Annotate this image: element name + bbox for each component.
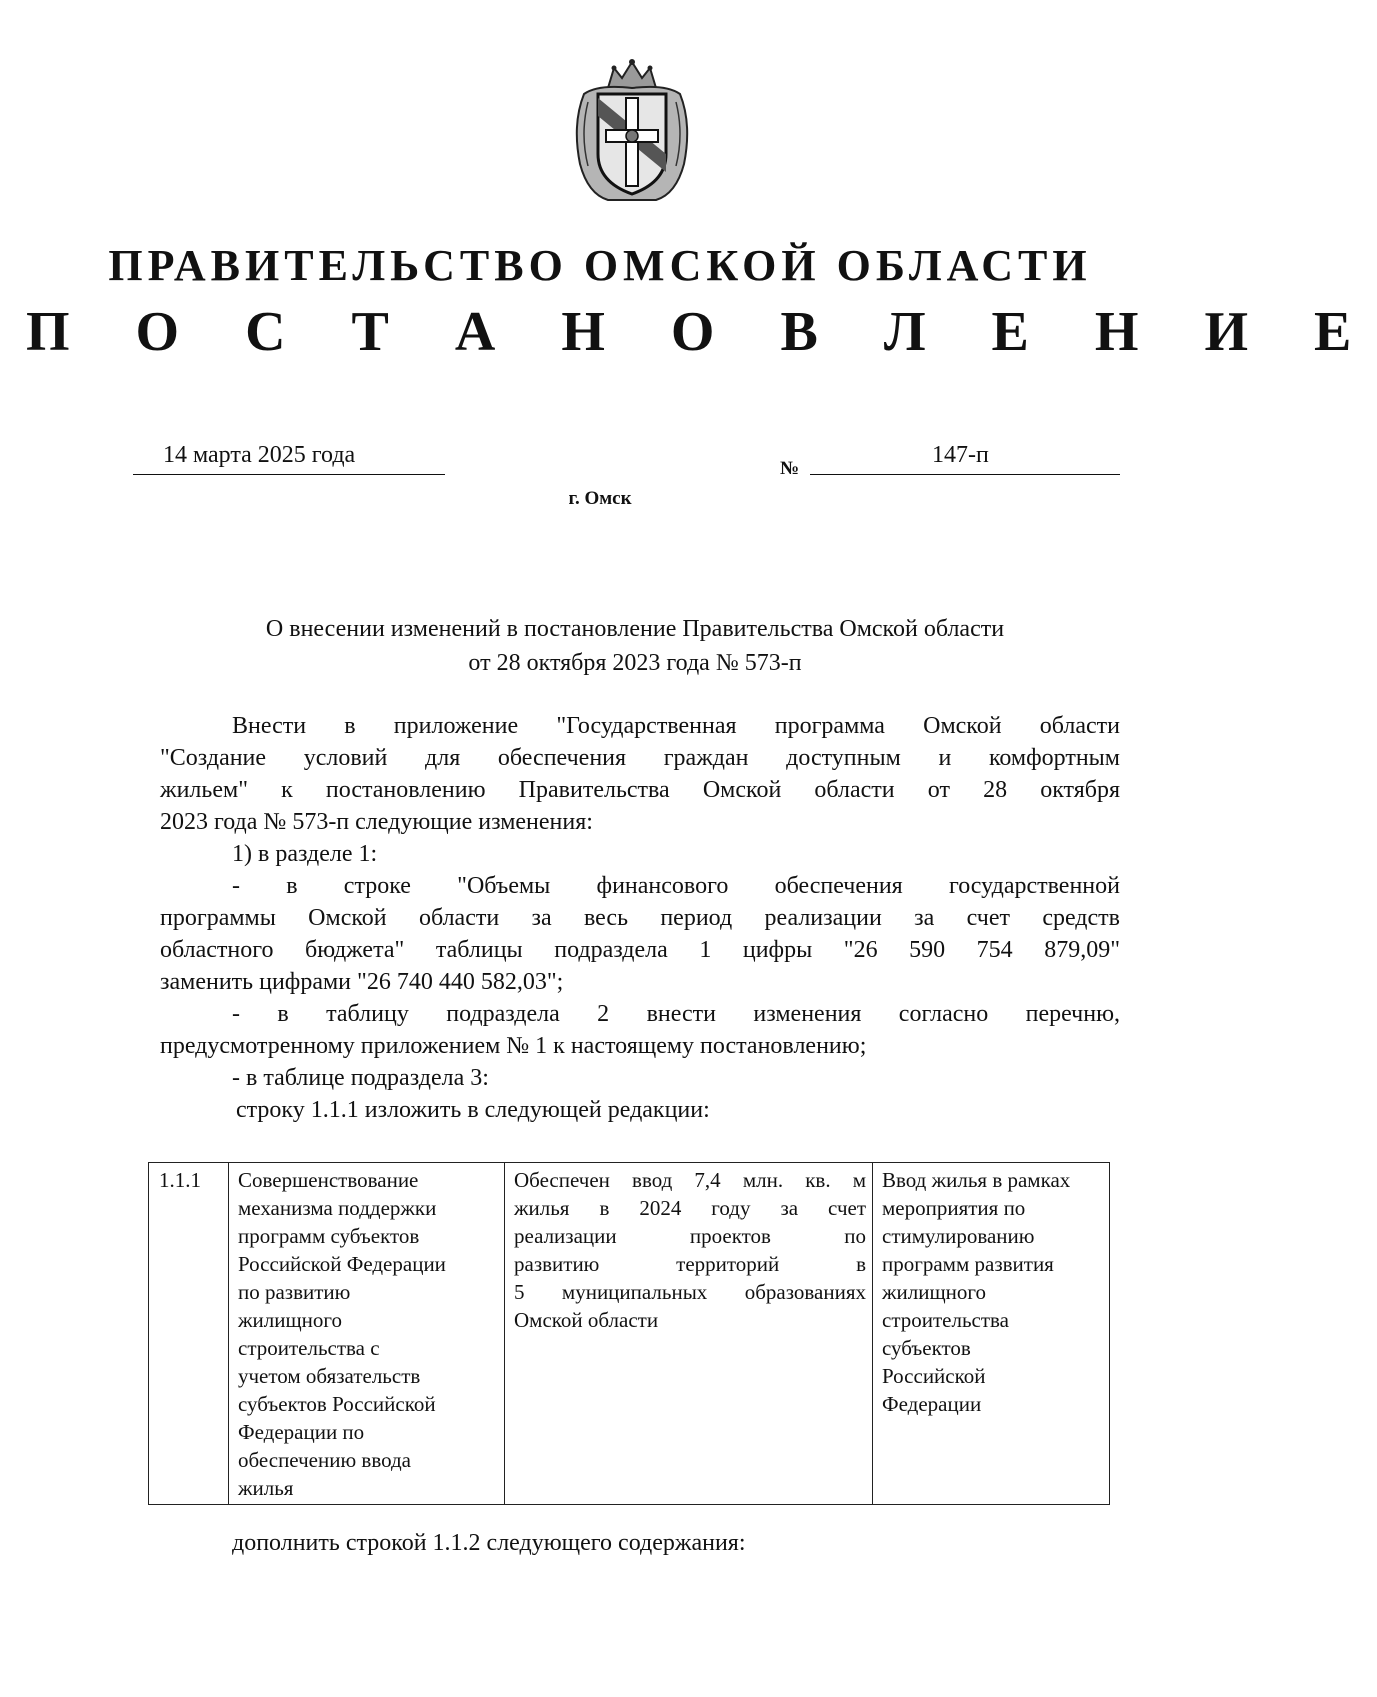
cell-line: Федерации по (238, 1420, 365, 1444)
cell-line: жилья в 2024 году за счет (514, 1196, 866, 1220)
paragraph-line: предусмотренному приложением № 1 к настоящему постановлению; (160, 1033, 867, 1059)
government-title: ПРАВИТЕЛЬСТВО ОМСКОЙ ОБЛАСТИ (108, 241, 1092, 290)
cell-line: учетом обязательств (238, 1364, 421, 1388)
cell-line: жилья (238, 1476, 294, 1500)
cell-line: Обеспечен ввод 7,4 млн. кв. м (514, 1168, 866, 1192)
table-cell-measure (229, 1163, 505, 1505)
cell-line: жилищного (882, 1280, 986, 1304)
document-type-title: П О С Т А Н О В Л Е Н И Е (26, 301, 1377, 363)
subject-line: от 28 октября 2023 года № 573-п (468, 650, 802, 676)
cell-line: субъектов (882, 1336, 971, 1360)
paragraph-line: "Создание условий для обеспечения граждан доступным и комфортным (160, 745, 1120, 771)
list-item-heading: - в таблице подраздела 3: (232, 1065, 489, 1091)
list-item-heading: 1) в разделе 1: (232, 841, 378, 867)
cell-line: Совершенствование (238, 1168, 419, 1192)
cell-line: программ развития (882, 1252, 1054, 1276)
paragraph-line: - в строке "Объемы финансового обеспечения государственной (232, 873, 1120, 899)
number-label: № (780, 458, 800, 479)
cell-line: программ субъектов (238, 1224, 420, 1248)
after-table-text: дополнить строкой 1.1.2 следующего содержания: (232, 1530, 746, 1556)
cell-line: Российской Федерации (238, 1252, 446, 1276)
table-cell-result (505, 1163, 873, 1505)
cell-line: механизма поддержки (238, 1196, 437, 1220)
paragraph-line: программы Омской области за весь период реализации за счет средств (160, 905, 1120, 931)
paragraph-line: Внести в приложение "Государственная программа Омской области (232, 713, 1120, 739)
paragraph-line: областного бюджета" таблицы подраздела 1 цифры "26 590 754 879,09" (160, 937, 1120, 963)
document-subject (150, 612, 1120, 680)
paragraph-line: 2023 года № 573-п следующие изменения: (160, 809, 593, 835)
replacement-table-row (148, 1162, 1110, 1505)
document-date-field (133, 442, 445, 475)
subject-line: О внесении изменений в постановление Правительства Омской области (265, 616, 1005, 642)
cell-line: стимулированию (882, 1224, 1035, 1248)
cell-line: обеспечению ввода (238, 1448, 411, 1472)
cell-line: субъектов Российской (238, 1392, 436, 1416)
city-label: г. Омск (568, 488, 632, 509)
cell-line: строительства (882, 1308, 1010, 1332)
table-cell-indicator (873, 1163, 1110, 1505)
paragraph-line: - в таблицу подраздела 2 внести изменения согласно перечню, (232, 1001, 1120, 1027)
table-row (149, 1163, 1110, 1505)
paragraph-line: строку 1.1.1 изложить в следующей редакции: (236, 1097, 710, 1123)
row-code: 1.1.1 (159, 1168, 201, 1192)
cell-line: Омской области (514, 1308, 659, 1332)
cell-line: по развитию (238, 1280, 351, 1304)
cell-line: Федерации (882, 1392, 982, 1416)
paragraph-line: жильем" к постановлению Правительства Омской области от 28 октября (160, 777, 1120, 803)
paragraph-line: заменить цифрами "26 740 440 582,03"; (160, 969, 564, 995)
document-number: 147-п (932, 442, 989, 468)
cell-line: 5 муниципальных образованиях (514, 1280, 866, 1304)
document-body (160, 710, 1120, 1126)
cell-line: развитию территорий в (514, 1252, 866, 1276)
document-number-field (810, 442, 1120, 475)
document-date: 14 марта 2025 года (163, 442, 356, 468)
cell-line: жилищного (238, 1308, 342, 1332)
cell-line: Российской (882, 1364, 986, 1388)
cell-line: Ввод жилья в рамках (882, 1168, 1071, 1192)
cell-line: строительства с (238, 1336, 380, 1360)
table-cell-code (149, 1163, 229, 1505)
cell-line: мероприятия по (882, 1196, 1026, 1220)
cell-line: реализации проектов по (514, 1224, 866, 1248)
coat-of-arms-icon (570, 54, 695, 204)
